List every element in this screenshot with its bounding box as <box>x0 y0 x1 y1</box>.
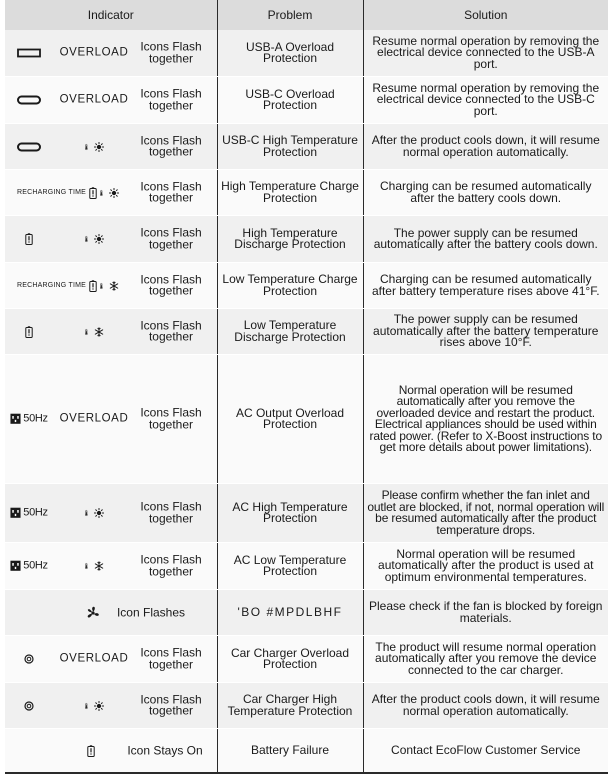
problem-cell: AC High Temperature Protection <box>217 484 363 543</box>
low-temperature-icon <box>100 279 119 293</box>
indicator-cell <box>5 124 217 170</box>
problem-cell: Car Charger Overload Protection <box>217 636 363 683</box>
table-row <box>5 355 608 484</box>
status-text: Icons Flash together <box>140 499 202 525</box>
solution-cell: Charging can be resumed automatically after the battery cools down. <box>363 170 608 216</box>
frequency-label: 50Hz <box>23 412 48 425</box>
recharging-time-label: RECHARGING TIME <box>17 188 86 196</box>
ac-output-indicator <box>10 560 47 572</box>
problem-cell: 'BO #MPDLBHF <box>217 590 363 636</box>
solution-cell: Normal operation will be resumed automatically after you remove the overloaded device and restart the product. Electrical appliances should be used within rated power. (Refer to X-Boost instructions to get more details about power limitations). <box>363 355 608 484</box>
car-charger-icon <box>24 654 34 664</box>
solution-cell: Normal operation will be resumed automatically after the product is used at optimum environmental temperatures. <box>363 543 608 590</box>
problem-cell: USB-C Overload Protection <box>217 77 363 124</box>
indicator-cell <box>5 263 217 309</box>
status-text: Icons Flash together <box>140 39 202 65</box>
table-row <box>5 636 608 683</box>
ac-outlet-icon <box>10 508 21 519</box>
high-temperature-icon <box>85 506 104 520</box>
usb-a-port-icon <box>17 49 41 58</box>
table-row <box>5 590 608 636</box>
table-row <box>5 263 608 309</box>
indicator-cell <box>5 590 217 636</box>
header-solution: Solution <box>363 0 608 30</box>
status-text: Icons Flash together <box>140 552 202 578</box>
table-row <box>5 124 608 170</box>
overload-label: OVERLOAD <box>59 652 129 665</box>
table-row <box>5 729 608 774</box>
solution-cell: Charging can be resumed automatically after battery temperature rises above 41°F. <box>363 263 608 309</box>
solution-cell: Contact EcoFlow Customer Service <box>363 729 608 774</box>
battery-icon <box>89 187 97 199</box>
indicator-cell <box>5 636 217 683</box>
overload-label: OVERLOAD <box>59 46 129 59</box>
header-indicator: Indicator <box>5 0 217 30</box>
problem-cell: Car Charger High Temperature Protection <box>217 683 363 729</box>
ac-output-indicator <box>10 413 47 425</box>
problem-cell: AC Low Temperature Protection <box>217 543 363 590</box>
solution-cell: The product will resume normal operation automatically after you remove the device connected to the car charger. <box>363 636 608 683</box>
overload-label: OVERLOAD <box>59 412 129 425</box>
status-text: Icons Flash together <box>140 318 202 344</box>
low-temperature-icon <box>85 325 104 339</box>
ac-outlet-icon <box>10 561 21 572</box>
solution-cell: After the product cools down, it will resume normal operation automatically. <box>363 683 608 729</box>
solution-cell: After the product cools down, it will resume normal operation automatically. <box>363 124 608 170</box>
status-text: Icons Flash together <box>140 405 202 431</box>
status-text: Icon Flashes <box>116 604 186 619</box>
overload-label: OVERLOAD <box>59 93 129 106</box>
solution-cell: Please confirm whether the fan inlet and outlet are blocked, if not, normal operation will be resumed automatically after the product temperature drops. <box>363 484 608 543</box>
status-text: Icons Flash together <box>140 645 202 671</box>
status-text: Icons Flash together <box>140 133 202 159</box>
solution-cell: Resume normal operation by removing the electrical device connected to the USB-C port. <box>363 77 608 124</box>
indicator-cell <box>5 683 217 729</box>
indicator-cell <box>5 484 217 543</box>
status-text: Icons Flash together <box>140 225 202 251</box>
problem-cell: High Temperature Charge Protection <box>217 170 363 216</box>
problem-cell: Low Temperature Discharge Protection <box>217 309 363 355</box>
high-temperature-icon <box>85 699 104 713</box>
table-row <box>5 484 608 543</box>
status-text: Icons Flash together <box>140 86 202 112</box>
table-row <box>5 77 608 124</box>
high-temperature-icon <box>100 186 119 200</box>
recharging-time-label: RECHARGING TIME <box>17 281 86 289</box>
indicator-cell <box>5 170 217 216</box>
problem-cell: Battery Failure <box>217 729 363 774</box>
table-row <box>5 543 608 590</box>
indicator-cell <box>5 309 217 355</box>
table-header <box>5 0 608 30</box>
usb-c-port-icon <box>17 142 41 151</box>
high-temperature-icon <box>85 232 104 246</box>
battery-icon <box>87 745 95 757</box>
indicator-cell <box>5 216 217 263</box>
header-problem: Problem <box>217 0 363 30</box>
indicator-table <box>5 0 608 774</box>
table-row <box>5 216 608 263</box>
table-row <box>5 30 608 77</box>
solution-cell: The power supply can be resumed automatically after the battery temperature rises above 10°F. <box>363 309 608 355</box>
solution-cell: The power supply can be resumed automatically after the battery cools down. <box>363 216 608 263</box>
problem-cell: Low Temperature Charge Protection <box>217 263 363 309</box>
solution-cell: Resume normal operation by removing the electrical device connected to the USB-A port. <box>363 30 608 77</box>
indicator-cell <box>5 355 217 484</box>
status-text: Icons Flash together <box>140 179 202 205</box>
solution-cell: Please check if the fan is blocked by foreign materials. <box>363 590 608 636</box>
low-temperature-icon <box>85 559 104 573</box>
problem-cell: USB-A Overload Protection <box>217 30 363 77</box>
ac-outlet-icon <box>10 414 21 425</box>
indicator-cell <box>5 729 217 774</box>
car-charger-icon <box>24 701 34 711</box>
high-temperature-icon <box>85 140 104 154</box>
ac-output-indicator <box>10 507 47 519</box>
battery-icon <box>25 233 33 245</box>
problem-cell: AC Output Overload Protection <box>217 355 363 484</box>
usb-c-port-icon <box>17 96 41 105</box>
problem-cell: High Temperature Discharge Protection <box>217 216 363 263</box>
status-text: Icons Flash together <box>140 272 202 298</box>
status-text: Icons Flash together <box>140 692 202 718</box>
frequency-label: 50Hz <box>23 506 48 519</box>
indicator-cell <box>5 30 217 77</box>
battery-icon <box>89 280 97 292</box>
frequency-label: 50Hz <box>23 559 48 572</box>
table-row <box>5 683 608 729</box>
indicator-cell <box>5 543 217 590</box>
table-row <box>5 170 608 216</box>
problem-cell: USB-C High Temperature Protection <box>217 124 363 170</box>
status-text: Icon Stays On <box>127 742 203 757</box>
indicator-cell <box>5 77 217 124</box>
table-row <box>5 309 608 355</box>
battery-icon <box>25 326 33 338</box>
